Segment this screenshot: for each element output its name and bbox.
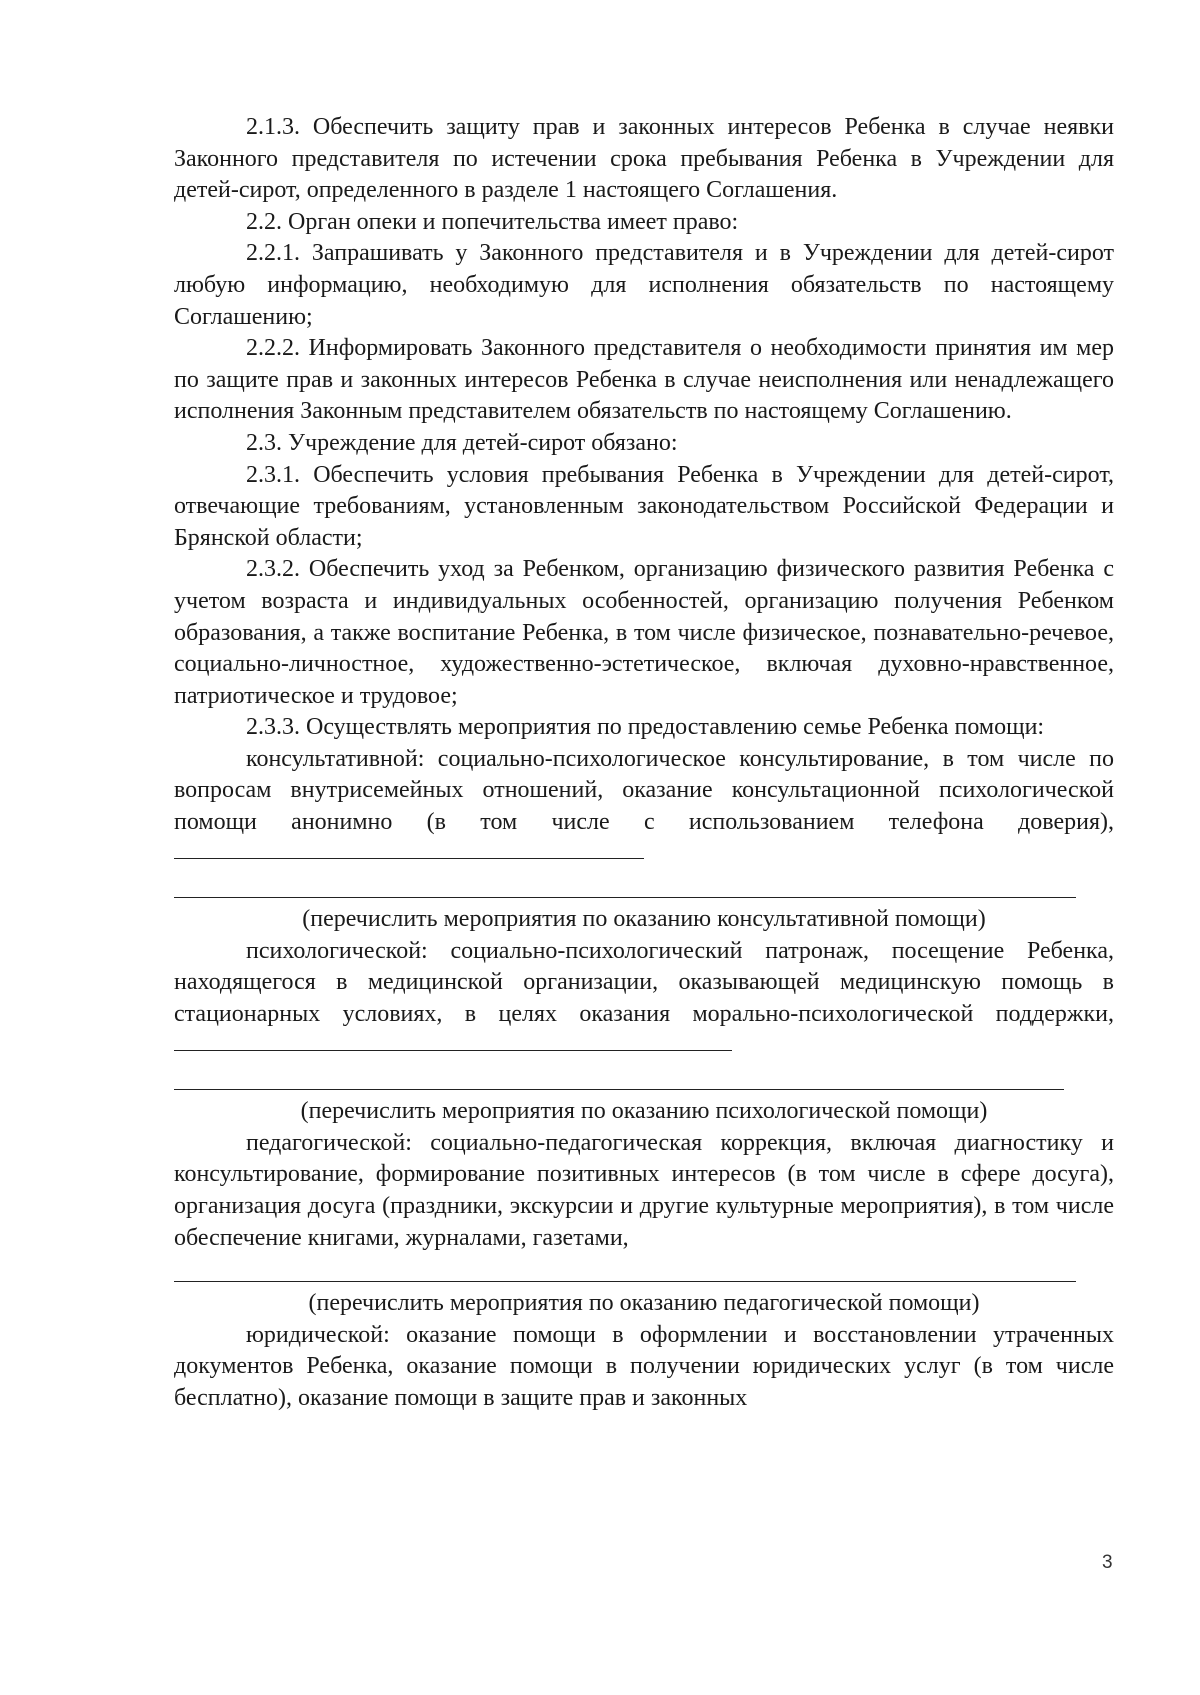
- paragraph-legal-help: юридической: оказание помощи в оформлении и восстановлении утраченных документов Ребенка, оказание помощи в получении юридических услуг (в том числе бесплатно), оказание помощи в защите прав и законных: [174, 1321, 1114, 1411]
- consultative-fill-line: [174, 858, 644, 859]
- paragraph-consultative-help: [174, 744, 1114, 870]
- psychological-fill-line: [174, 1050, 732, 1051]
- paragraph-pedagogical-help: педагогической: социально-педагогическая коррекция, включая диагностику и консультирование, формирование позитивных интересов (в том числе в сфере досуга), организация досуга (праздники, экскурсии и другие культурные мероприятия), в том числе обеспечение книгами, журналами, газетами,: [174, 1129, 1114, 1251]
- document-body: [174, 112, 1114, 1415]
- consultative-caption: (перечислить мероприятия по оказанию консультативной помощи): [302, 906, 986, 933]
- psychological-help-text: психологической: социально-психологический патронаж, посещение Ребенка, находящегося в медицинской организации, оказывающей медицинскую помощь в стационарных условиях, в целях оказания морально-психологической поддержки,: [174, 937, 1114, 1028]
- paragraph-2-3: 2.3. Учреждение для детей-сирот обязано:: [246, 429, 678, 456]
- psychological-fill-rule: [174, 1088, 1064, 1090]
- paragraph-psychological-help: [174, 936, 1114, 1062]
- consultative-fill-rule: [174, 896, 1076, 898]
- pedagogical-fill-rule: [174, 1280, 1076, 1282]
- psychological-caption: (перечислить мероприятия по оказанию психологической помощи): [300, 1098, 988, 1125]
- consultative-help-text: консультативной: социально-психологическое консультирование, в том числе по вопросам внутрисемейных отношений, оказание консультационной психологической помощи анонимно (в том числе с использованием телефона доверия),: [174, 745, 1114, 836]
- pedagogical-caption: (перечислить мероприятия по оказанию педагогической помощи): [308, 1290, 980, 1317]
- page-number: 3: [1102, 1552, 1113, 1573]
- paragraph-2-2: 2.2. Орган опеки и попечительства имеет право:: [246, 208, 739, 235]
- paragraph-2-3-1: 2.3.1. Обеспечить условия пребывания Ребенка в Учреждении для детей-сирот, отвечающие требованиям, установленным законодательством Российской Федерации и Брянской области;: [174, 461, 1114, 551]
- paragraph-2-3-2: 2.3.2. Обеспечить уход за Ребенком, организацию физического развития Ребенка с учетом возраста и индивидуальных особенностей, организацию получения Ребенком образования, а также воспитание Ребенка, в том числе физическое, познавательно-речевое, социально-личностное, художественно-эстетическое, включая духовно-нравственное, патриотическое и трудовое;: [174, 556, 1114, 709]
- paragraph-2-2-2: 2.2.2. Информировать Законного представителя о необходимости принятия им мер по защите прав и законных интересов Ребенка в случае неисполнения или ненадлежащего исполнения Законным представителем обязательств по настоящему Соглашению.: [174, 335, 1114, 425]
- paragraph-2-3-3: 2.3.3. Осуществлять мероприятия по предоставлению семье Ребенка помощи:: [246, 714, 1045, 741]
- paragraph-2-1-3: 2.1.3. Обеспечить защиту прав и законных интересов Ребенка в случае неявки Законного представителя по истечении срока пребывания Ребенка в Учреждении для детей-сирот, определенного в разделе 1 настоящего Соглашения.: [174, 114, 1114, 204]
- paragraph-2-2-1: 2.2.1. Запрашивать у Законного представителя и в Учреждении для детей-сирот любую информацию, необходимую для исполнения обязательств по настоящему Соглашению;: [174, 240, 1114, 330]
